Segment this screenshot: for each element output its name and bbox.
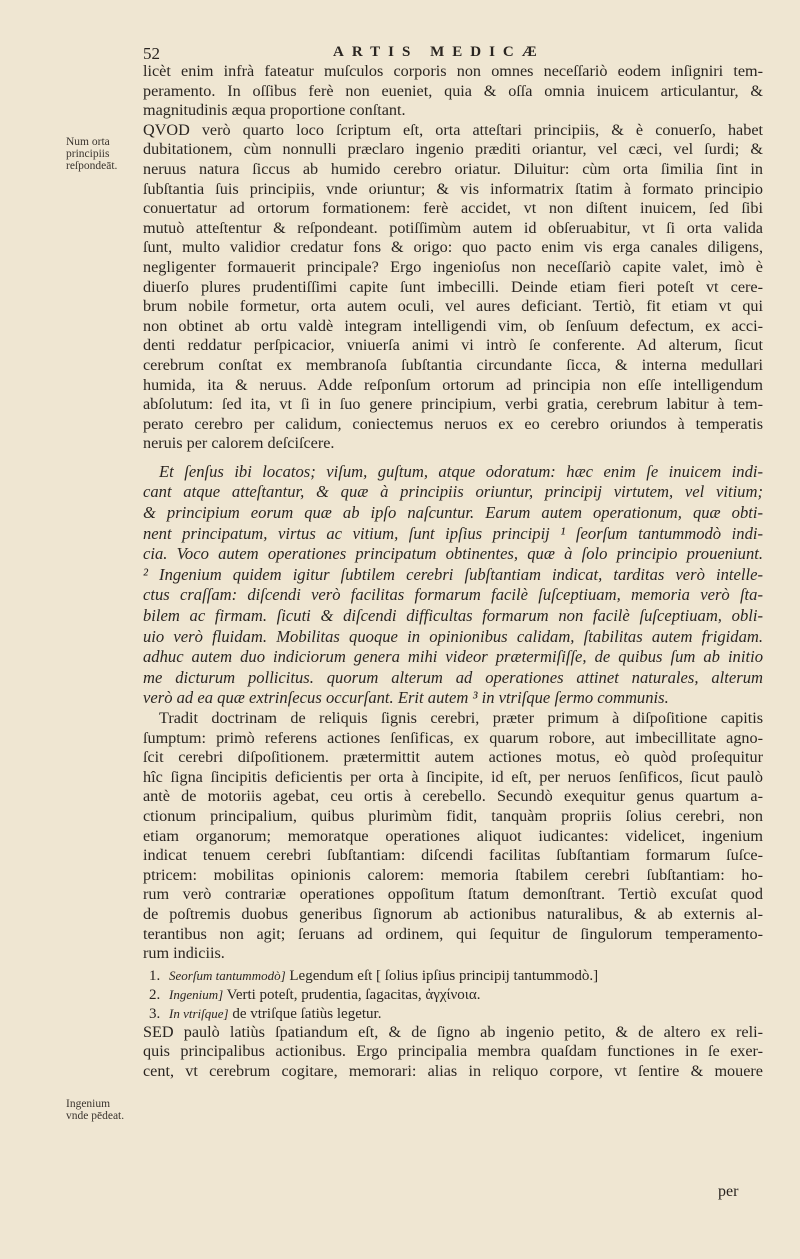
paragraph-1 [143,62,763,121]
text-line: negligenter formauerit principale? Ergo ingenioſus non neceſſariò capite valet, imò è [143,257,763,276]
text-line: perato cerebro per calidum, coniectemus neruos ex eo cerebro oriundos à temperatis [143,414,763,433]
text-line: brum nobile formetur, orta autem oculi, vel aures deficiant. Tertiò, fit etiam vt qui [143,297,763,316]
text-line: cerebrum conſtat ex membranoſa ſubſtantia circundante ſicca, & interna medullari [143,355,763,374]
text-line: cant atque atteſtantur, & quæ à principiis oriuntur, principij virtutem, vel vitium; [143,482,763,502]
text-line: Et ſenſus ibi locatos; viſum, guſtum, atque odoratum: hæc enim ſe inuicem indi- [159,461,763,481]
note-text: Legendum eſt [ ſolius ipſius principij tantummodò.] [285,967,599,984]
catchword: per [718,1183,739,1200]
text-line: QVOD verò quarto loco ſcriptum eſt, orta atteſtari principiis, & è conuerſo, habet [143,120,763,139]
text-line: quis principalibus actionibus. Ergo principalia membra quaſdam functiones in ſe exer- [143,1042,763,1061]
text-line: me dicturum pollicitus. quorum alterum ad operationes attinet naturales, alterum [143,667,763,687]
margin-note-ingenium [66,1098,138,1122]
text-line: neruus natura ſiccus ab humido cerebro oriatur. Diluitur: cùm orta ſimilia ſint in [143,159,763,178]
text-line: SED paulò latiùs ſpatiandum eſt, & de ſigno ab ingenio petito, & de altero ex reli- [143,1022,763,1041]
text-line: verò ad ea quæ extrinſecus occurſant. Erit autem ³ in vtriſque ſermo communis. [143,688,669,708]
note-lemma: Ingenium] [169,986,224,1002]
text-line: ctus craſſam: diſcendi verò facilitas formarum facilè ſuſceptiuam, memoria verò ſta- [143,585,763,605]
text-line: Tradit doctrinam de reliquis ſignis cerebri, præter primum à diſpoſitione capitis [159,709,763,727]
margin-note-line: Num orta [66,136,110,148]
margin-note-line: principiis [66,148,110,160]
text-line: licèt enim infrà fateatur muſculos corporis non omnes neceſſariò eodem inſigniri tem- [143,62,763,80]
note-2 [143,985,763,1004]
text-line: ptricem: mobilitas opinionis calorem: memoria ſtabilem cerebri ſubſtantiam: ho- [143,865,763,884]
text-line: cia. Voco autem operationes principatum obtinentes, quæ à ſolo principio proueniunt. [143,544,763,564]
margin-note-orta [66,136,138,172]
margin-note-line: reſpondeāt. [66,160,118,172]
page-number: 52 [143,44,160,63]
text-line: neruis per calorem deſciſcere. [143,434,335,453]
body-text [143,62,763,1082]
note-number: 1. [149,967,161,984]
text-line: non obtinet ab ortu valdè integram intelligendi vim, ob ſenſuum defectum, ex acci- [143,316,763,335]
text-line: humida, ita & neruus. Adde reſponſum ortorum ad principia non eſſe intelligendum [143,375,763,394]
text-line: ² Ingenium quidem igitur ſubtilem cerebri ſubſtantiam indicat, tarditas verò intelle- [143,564,763,584]
text-line: bilem ac firmam. ſicuti & diſcendi difficultas formarum non facilè ſuſceptiuam, obli- [143,606,763,626]
text-line: conuertatur ad ortorum formationem: ferè accidet, vt non diſtent inuicem, ſed ſibi [143,199,763,218]
text-line: antè de motoriis agebat, ceu ortis à cerebello. Secundò exequitur genus quartum a- [143,787,763,806]
text-line: mutuò atteſtentur & reſpondeant. potiſſimùm autem id obſeruabitur, vt ſi orta valida [143,218,763,237]
text-line: rum indiciis. [143,944,225,963]
text-line: rum verò contrariæ operationes oppoſitum ſtatum demonſtrant. Tertiò excuſat quod [143,885,763,904]
margin-note-line: Ingenium [66,1098,111,1110]
text-line: adhuc autem duo indiciorum genera mihi videor prætermiſiſſe, de quibus ſum ab initio [143,647,763,667]
note-1 [143,966,763,985]
text-line: uio verò fluidam. Mobilitas quoque in opinionibus calidam, ſtabilitas autem frigidam. [143,626,763,646]
text-line: de poſtremis duobus generibus ſignorum ab actionibus naturalibus, & ab externis al- [143,904,763,923]
paragraph-2 [143,121,763,454]
text-line: denti reddatur perſpicacior, vniuerſa animi vi intrò ſe conferente. Ad alterum, ſicut [143,336,763,355]
text-line: ſumptum: primò referens actiones ſenſificas, ex quarum robore, aut imbecillitate agno- [143,728,763,747]
text-line: magnitudinis æqua proportione conſtant. [143,101,406,120]
text-line: nent principatum, virtus ac vitium, ſunt ipſius principij ¹ ſeorſum tantummodò indi- [143,523,763,543]
text-line: diuerſo plures prudentiſſimi capite ſunt imbecilli. Deinde etiam fieri poteſt vt cere- [143,277,763,296]
text-line: ctionum principalium, quibus plurimùm fidit, tanquàm propriis ſolius cerebri, non [143,806,763,825]
note-number: 3. [149,1005,161,1022]
text-line: ſubſtantia ſuis principiis, vnde oriuntur; & vis informatrix ſtatim à formato principio [143,179,763,198]
text-line: etiam organorum; memoratque operationes aliquot iudicantes: videlicet, ingenium [143,826,763,845]
paragraph-4 [143,1023,763,1082]
annotation-notes [143,966,763,1023]
text-line: ſcit cerebri diſpoſitionem. prætermittit autem actiones motus, eò quòd proſequitur [143,748,763,767]
note-text: Verti poteſt, prudentia, ſagacitas, ἀγχίνοια. [223,986,481,1003]
text-line: terantibus non agit; ſeruans ad ordinem, qui ſequitur de ſingulorum temperamento- [143,924,763,943]
note-text: de vtriſque ſatiùs legetur. [228,1005,382,1022]
text-line: & principium eorum quæ ab ipſo naſcuntur. Earum autem operationum, quæ obti- [143,503,763,523]
text-line: cent, vt cerebrum cogitare, memorari: alias in reliquo corpore, vt ſentire & mouere [143,1061,763,1080]
text-line: dubitationem, cùm nonnulli præclaro ingenio præditi oriantur, vel cæci, vel ſurdi; & [143,140,763,159]
text-line: indicat tenuem cerebri ſubſtantiam: diſcendi facilitas ſubſtantiam formarum ſuſce- [143,846,763,865]
paragraph-3 [143,709,763,964]
text-line: ſunt, multo validior credatur fons & origo: quo pacto enim vis erga canales diligens, [143,238,763,257]
note-lemma: In vtriſque] [169,1005,229,1021]
margin-note-line: vnde pēdeat. [66,1110,125,1122]
note-number: 2. [149,986,161,1003]
text-line: abſolutum: ſed ita, vt ſi in ſuo genere principium, verbi gratia, cerebrum labitur à tem- [143,395,763,414]
page-header [143,40,763,64]
note-lemma: Seorſum tantummodò] [169,967,286,983]
text-line: peramento. In oſſibus ferè non eueniet, quia & oſſa omnia inuicem articulantur, & [143,81,763,100]
italic-quotation [143,462,763,709]
text-line: hîc ſigna ſincipitis deficientis per orta à ſincipite, id eſt, per neruos ſenſificos, ſicut paulò [143,767,763,786]
note-3 [143,1004,763,1023]
running-head: ARTIS MEDICÆ [333,44,545,60]
